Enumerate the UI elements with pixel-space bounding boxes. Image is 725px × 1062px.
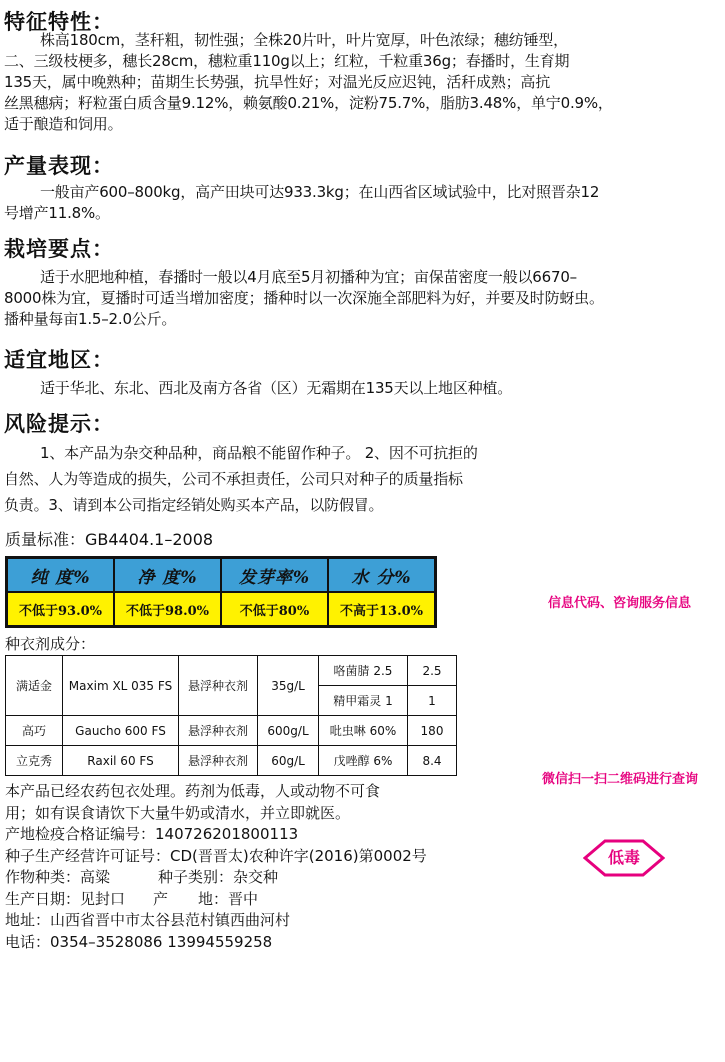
cultivation-line: 适于水肥地种植，春播时一般以4月底至5月初播种为宜；亩保苗密度一般以6670– xyxy=(40,268,577,286)
coating-label: 种衣剂成分： xyxy=(5,635,96,653)
coating-form: 悬浮种衣剂 xyxy=(179,746,258,776)
yield-line: 一般亩产600–800kg，高产田块可达933.3kg；在山西省区域试验中，比对照晋杂12 xyxy=(40,183,600,201)
date-label: 生产日期： xyxy=(5,889,81,908)
quarantine-number: 产地检疫合格证编号：140726201800113 xyxy=(5,825,299,843)
risk-title: 风险提示： xyxy=(4,412,114,436)
features-text xyxy=(4,30,656,135)
info-code-note: 信息代码、咨询服务信息 xyxy=(548,596,692,611)
cultivation-text xyxy=(4,267,656,330)
address: 地址：山西省晋中市太谷县范村镇西曲河村 xyxy=(5,911,291,929)
low-toxicity-label: 低毒 xyxy=(607,848,640,867)
cultivation-line: 播种量每亩1.5–2.0公斤。 xyxy=(4,310,177,328)
coating-amount: 8.4 xyxy=(408,746,457,776)
coating-conc: 60g/L xyxy=(258,746,319,776)
coating-product: Maxim XL 035 FS xyxy=(63,656,179,716)
quality-header-cell: 净 度% xyxy=(114,558,221,592)
table-row xyxy=(6,746,457,776)
coating-product: Raxil 60 FS xyxy=(63,746,179,776)
quality-table xyxy=(5,556,437,628)
quality-value-cell: 不低于93.0% xyxy=(7,592,114,626)
coating-ai: 咯菌腈 2.5 xyxy=(319,656,408,686)
risk-text xyxy=(4,440,574,518)
coating-name: 高巧 xyxy=(6,716,63,746)
seed-type-label: 种子类别： xyxy=(158,868,234,886)
coating-ai: 戊唑醇 6% xyxy=(319,746,408,776)
coating-form: 悬浮种衣剂 xyxy=(179,656,258,716)
yield-title: 产量表现： xyxy=(4,154,114,178)
features-line: 二、三级枝梗多，穗长28cm，穗粒重110g以上；红粒，千粒重36g；春播时，生育期 xyxy=(4,52,570,70)
info-block xyxy=(5,781,427,953)
low-toxicity-badge xyxy=(583,838,665,882)
risk-line: 负责。3、请到本公司指定经销处购买本产品，以防假冒。 xyxy=(4,496,384,514)
quality-value-cell: 不低于98.0% xyxy=(114,592,221,626)
yield-text xyxy=(4,182,656,224)
seed-type-value: 杂交种 xyxy=(233,868,279,886)
features-title: 特征特性： xyxy=(4,10,114,34)
coating-amount: 180 xyxy=(408,716,457,746)
origin-value: 晋中 xyxy=(228,889,259,908)
coating-name: 立克秀 xyxy=(6,746,63,776)
risk-line: 自然、人为等造成的损失，公司不承担责任，公司只对种子的质量指标 xyxy=(4,470,463,488)
phone: 电话：0354–3528086 13994559258 xyxy=(5,932,273,951)
quality-value-cell: 不高于13.0% xyxy=(328,592,435,626)
warning-line: 本产品已经农药包衣处理。药剂为低毒，人或动物不可食 xyxy=(5,782,381,800)
features-line: 株高180cm，茎秆粗，韧性强；全株20片叶，叶片宽厚，叶色浓绿；穗纺锤型， xyxy=(40,31,568,49)
region-line: 适于华北、东北、西北及南方各省（区）无霜期在135天以上地区种植。 xyxy=(40,379,513,397)
quality-standard: 质量标准：GB4404.1–2008 xyxy=(5,530,214,549)
coating-conc: 600g/L xyxy=(258,716,319,746)
cultivation-line: 8000株为宜，夏播时可适当增加密度；播种时以一次深施全部肥料为好，并要及时防蚜虫。 xyxy=(4,289,604,307)
coating-conc: 35g/L xyxy=(258,656,319,716)
quality-header-cell: 发芽率% xyxy=(221,558,328,592)
crop-label: 作物种类： xyxy=(5,868,81,886)
coating-table xyxy=(5,655,457,776)
table-row xyxy=(6,656,457,686)
coating-ai: 精甲霜灵 1 xyxy=(319,686,408,716)
coating-amount: 1 xyxy=(408,686,457,716)
quality-value-cell: 不低于80% xyxy=(221,592,328,626)
date-value: 见封口 xyxy=(80,889,126,908)
date-row xyxy=(5,889,427,911)
region-text xyxy=(4,378,656,399)
cultivation-title: 栽培要点： xyxy=(4,237,114,261)
region-title: 适宜地区： xyxy=(4,348,114,372)
quality-value-row xyxy=(7,592,435,626)
crop-value: 高粱 xyxy=(80,868,111,886)
coating-form: 悬浮种衣剂 xyxy=(179,716,258,746)
coating-amount: 2.5 xyxy=(408,656,457,686)
yield-line: 号增产11.8%。 xyxy=(4,204,110,222)
quality-header-cell: 水 分% xyxy=(328,558,435,592)
coating-product: Gaucho 600 FS xyxy=(63,716,179,746)
table-row xyxy=(6,716,457,746)
origin-label: 产 地： xyxy=(153,889,229,908)
quality-header-row xyxy=(7,558,435,592)
wechat-note: 微信扫一扫二维码进行查询 xyxy=(542,772,699,787)
coating-ai: 吡虫啉 60% xyxy=(319,716,408,746)
features-line: 135天，属中晚熟种；苗期生长势强，抗旱性好；对温光反应迟钝，活秆成熟；高抗 xyxy=(4,73,551,91)
features-line: 丝黑穗病；籽粒蛋白质含量9.12%，赖氨酸0.21%，淀粉75.7%，脂肪3.48%，单宁0.9%， xyxy=(4,94,613,112)
coating-name: 满适金 xyxy=(6,656,63,716)
features-line: 适于酿造和饲用。 xyxy=(4,115,123,133)
warning-line: 用；如有误食请饮下大量牛奶或清水，并立即就医。 xyxy=(5,803,351,822)
quality-header-cell: 纯 度% xyxy=(7,558,114,592)
license-number: 种子生产经营许可证号：CD(晋晋太)农种许字(2016)第0002号 xyxy=(5,846,427,865)
risk-line: 1、本产品为杂交种品种，商品粮不能留作种子。 2、因不可抗拒的 xyxy=(40,444,478,462)
crop-row xyxy=(5,867,427,889)
